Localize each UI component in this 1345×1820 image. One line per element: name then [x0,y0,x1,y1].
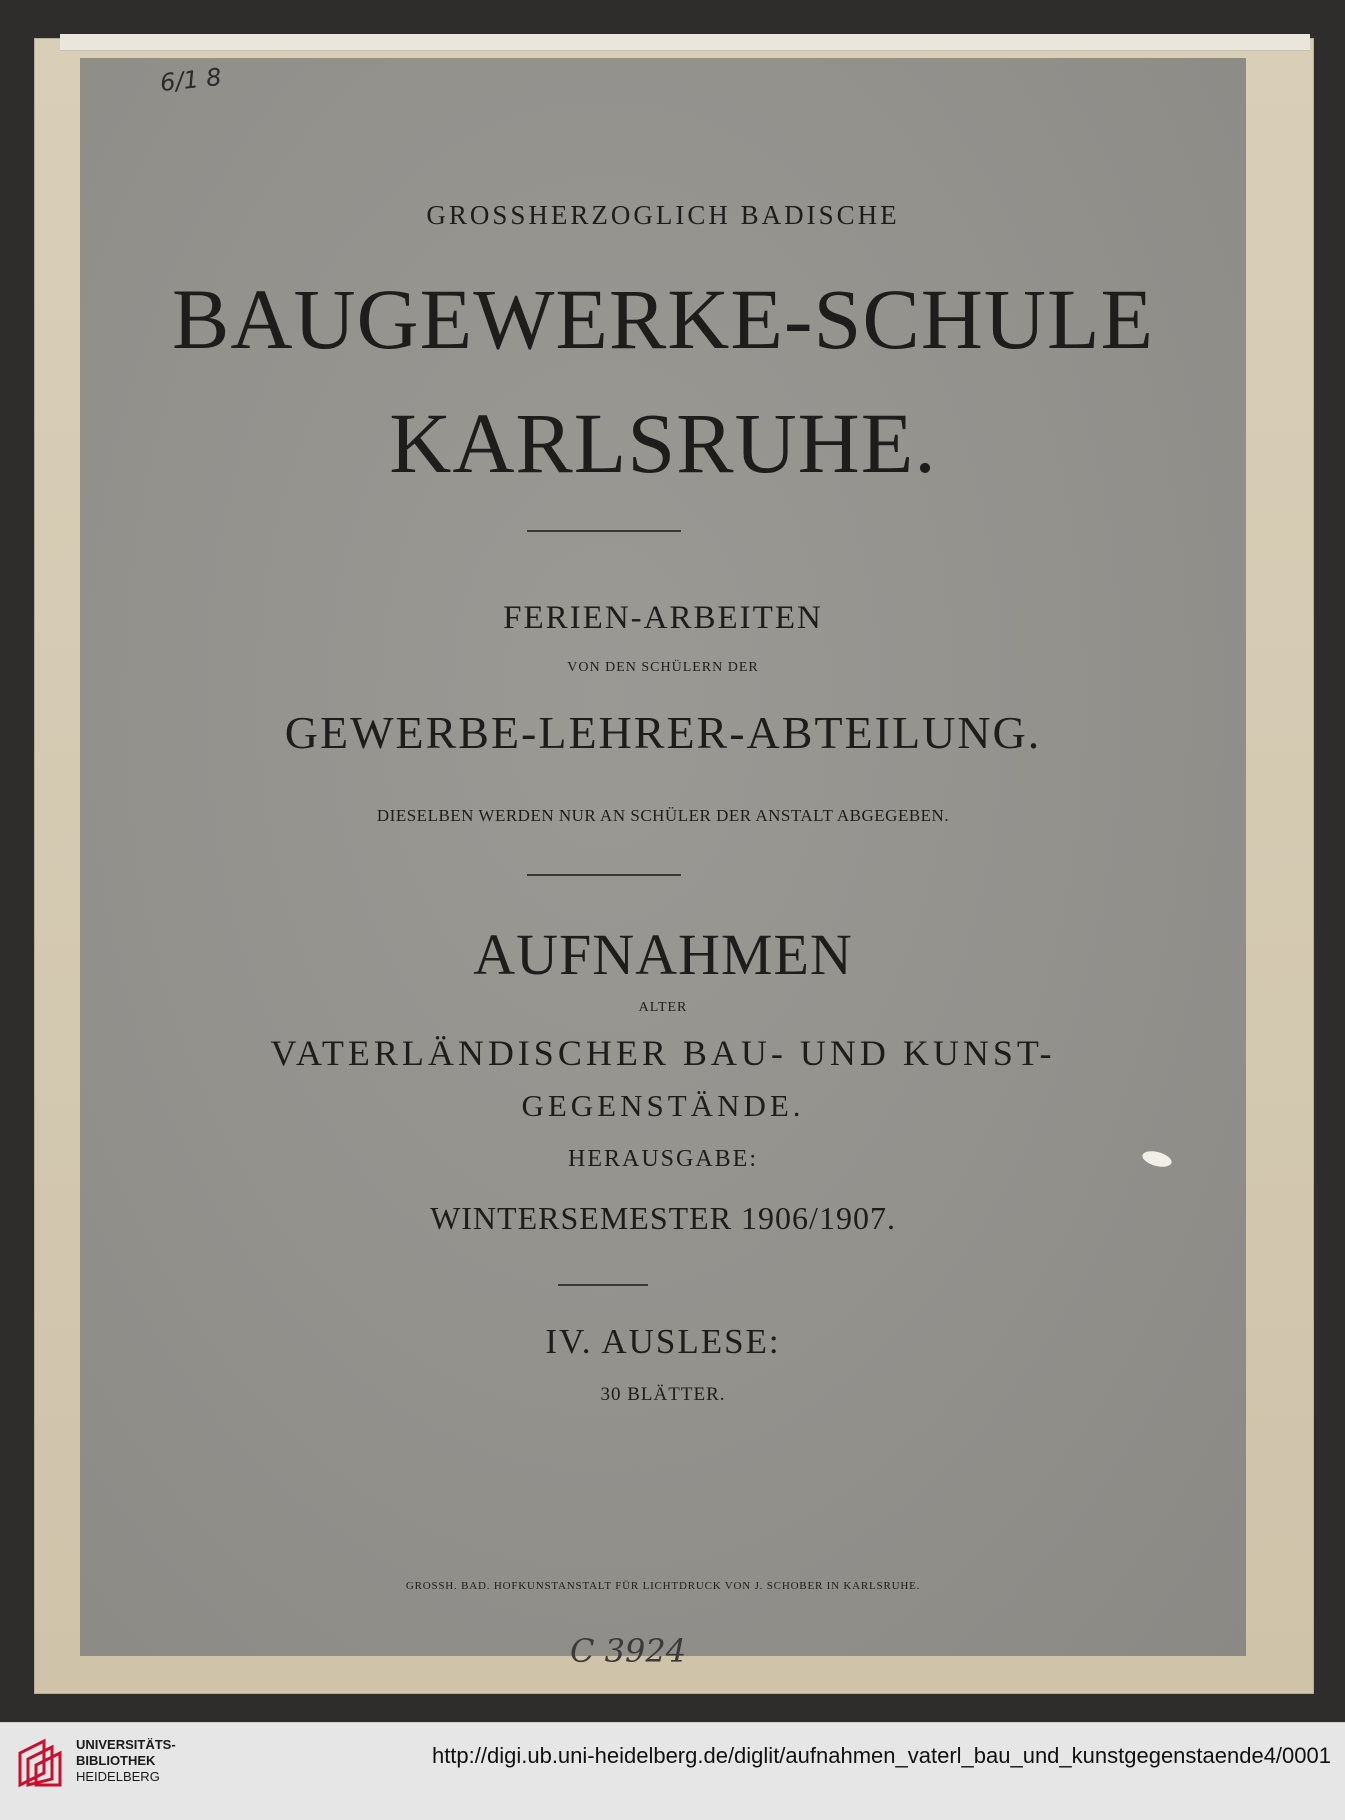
subject-line-1: VATERLÄNDISCHER BAU- UND KUNST- [270,1033,1056,1073]
subject-line-2: GEGENSTÄNDE. [521,1088,805,1123]
printer-imprint: GROSSH. BAD. HOFKUNSTANSTALT FÜR LICHTDRUCK VON J. SCHOBER IN KARLSRUHE. [405,1580,921,1592]
library-name [76,1737,176,1785]
edition-label: HERAUSGABE: [567,1146,758,1172]
library-name-line: UNIVERSITÄTS- [76,1737,176,1752]
divider-rule [527,530,681,532]
shelfmark-handwritten: 6/1 8 [158,62,223,98]
divider-rule [558,1284,648,1286]
selection-number: IV. AUSLESE: [545,1322,781,1361]
heading-department: GEWERBE-LEHRER-ABTEILUNG. [284,707,1042,758]
inventory-number-handwritten: C 3924 [570,1632,687,1670]
sheet-count: 30 BLÄTTER. [600,1384,726,1405]
library-name-line: HEIDELBERG [76,1769,160,1784]
title-school: BAUGEWERKE-SCHULE [171,271,1155,367]
heading-holiday-works: FERIEN-ARBEITEN [503,600,823,636]
title-city: KARLSRUHE. [389,395,937,491]
cover-page [80,58,1246,1670]
footer-bar [0,1722,1345,1820]
divider-rule [527,874,681,876]
permalink-url[interactable]: http://digi.ub.uni-heidelberg.de/diglit/aufnahmen_vaterl_bau_und_kunstgegenstaende4/0001 [431,1743,1331,1768]
small-caps-line: ALTER [638,1000,688,1015]
library-logo-icon[interactable] [14,1735,70,1791]
semester-line: WINTERSEMESTER 1906/1907. [430,1200,896,1236]
subtitle-grand-ducal: GROSSHERZOGLICH BADISCHE [426,200,900,230]
library-name-line: BIBLIOTHEK [76,1753,156,1768]
small-caps-line: VON DEN SCHÜLERN DER [567,660,759,675]
distribution-note: DIESELBEN WERDEN NUR AN SCHÜLER DER ANSTALT ABGEGEBEN. [376,806,950,825]
heading-surveys: AUFNAHMEN [473,922,853,987]
paper-edge [60,34,1310,51]
